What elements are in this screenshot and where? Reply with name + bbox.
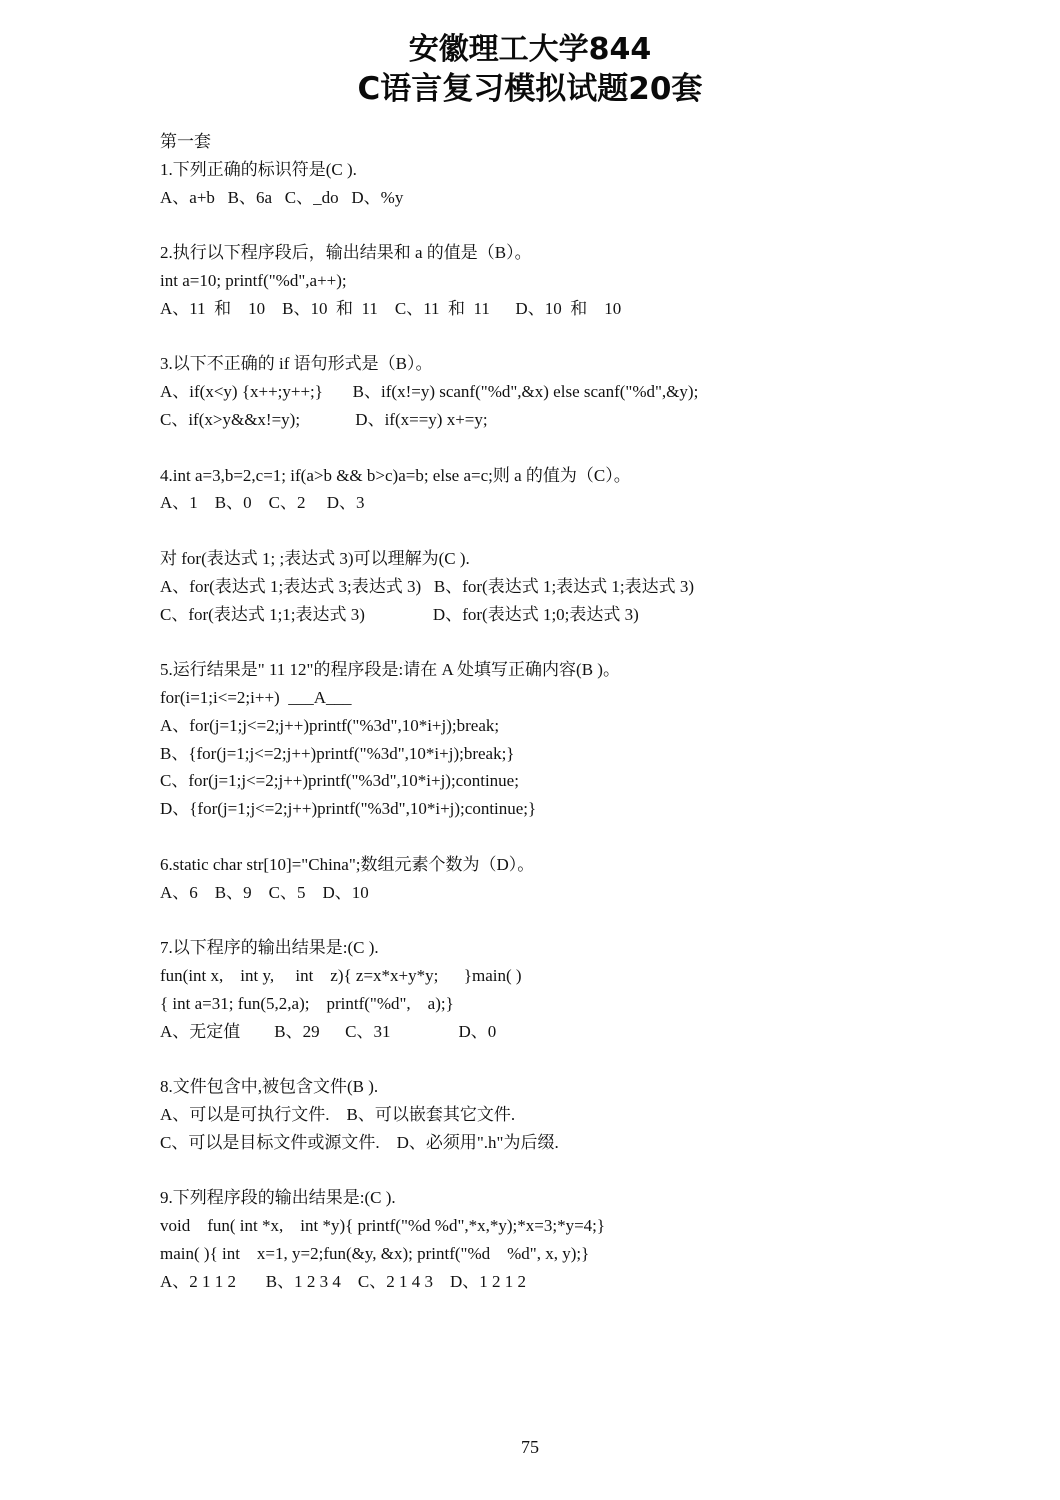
question-5-stem: 5.运行结果是" 11 12"的程序段是:请在 A 处填写正确内容(B )。: [160, 660, 620, 680]
set-label: 第一套: [160, 132, 211, 151]
question-8-stem: 8.文件包含中,被包含文件(B ).: [160, 1077, 379, 1097]
question-8-options-cd: C、可以是目标文件或源文件. D、必须用".h"为后缀.: [160, 1132, 559, 1152]
question-7-options: A、无定值 B、29 C、31 D、0: [160, 1021, 497, 1041]
question-5-code: for(i=1;i<=2;i++) ___A___: [160, 687, 352, 707]
document-title: 安徽理工大学844: [408, 32, 652, 67]
question-1-stem: 1.下列正确的标识符是(C ).: [160, 159, 357, 179]
question-7-stem: 7.以下程序的输出结果是:(C ).: [160, 938, 379, 958]
question-7-code-2: { int a=31; fun(5,2,a); printf("%d", a);}: [160, 993, 454, 1013]
question-3-stem: 3.以下不正确的 if 语句形式是（B）。: [160, 354, 433, 374]
question-for-options-ab: A、for(表达式 1;表达式 3;表达式 3) B、for(表达式 1;表达式 1;表达式 3): [160, 576, 695, 596]
question-5-option-b: B、{for(j=1;j<=2;j++)printf("%3d",10*i+j);break;}: [160, 743, 515, 763]
question-7-code-1: fun(int x, int y, int z){ z=x*x+y*y; }main( ): [160, 965, 522, 985]
question-4-options: A、1 B、0 C、2 D、3: [160, 493, 365, 513]
question-3-options-cd: C、if(x>y&&x!=y); D、if(x==y) x+=y;: [160, 409, 488, 429]
question-3-options-ab: A、if(x<y) {x++;y++;} B、if(x!=y) scanf("%d",&x) else scanf("%d",&y);: [160, 382, 699, 402]
question-5-option-a: A、for(j=1;j<=2;j++)printf("%3d",10*i+j);break;: [160, 715, 500, 735]
question-4-stem: 4.int a=3,b=2,c=1; if(a>b && b>c)a=b; else a=c;则 a 的值为（C）。: [160, 465, 631, 485]
question-9-stem: 9.下列程序段的输出结果是:(C ).: [160, 1188, 396, 1208]
question-2-options: A、11 和 10 B、10 和 11 C、11 和 11 D、10 和 10: [160, 298, 622, 318]
question-9-options: A、2 1 1 2 B、1 2 3 4 C、2 1 4 3 D、1 2 1 2: [160, 1271, 526, 1291]
question-8-options-ab: A、可以是可执行文件. B、可以嵌套其它文件.: [160, 1104, 516, 1124]
question-6-stem: 6.static char str[10]="China";数组元素个数为（D）。: [160, 854, 535, 874]
question-9-code-2: main( ){ int x=1, y=2;fun(&y, &x); printf("%d %d", x, y);}: [160, 1243, 590, 1263]
question-5-option-c: C、for(j=1;j<=2;j++)printf("%3d",10*i+j);continue;: [160, 771, 519, 791]
question-for-options-cd: C、for(表达式 1;1;表达式 3) D、for(表达式 1;0;表达式 3): [160, 604, 639, 624]
question-6-options: A、6 B、9 C、5 D、10: [160, 882, 369, 902]
question-5-option-d: D、{for(j=1;j<=2;j++)printf("%3d",10*i+j);continue;}: [160, 799, 537, 819]
question-for-stem: 对 for(表达式 1; ;表达式 3)可以理解为(C ).: [160, 548, 470, 568]
question-1-options: A、a+b B、6a C、_do D、%y: [160, 187, 404, 207]
page-number: 75: [521, 1437, 539, 1457]
question-list: [160, 128, 920, 1295]
question-2-stem: 2.执行以下程序段后，输出结果和 a 的值是（B）。: [160, 243, 532, 263]
document-subtitle: C语言复习模拟试题20套: [357, 71, 703, 107]
question-2-code: int a=10; printf("%d",a++);: [160, 270, 347, 290]
question-9-code-1: void fun( int *x, int *y){ printf("%d %d",*x,*y);*x=3;*y=4;}: [160, 1216, 606, 1236]
